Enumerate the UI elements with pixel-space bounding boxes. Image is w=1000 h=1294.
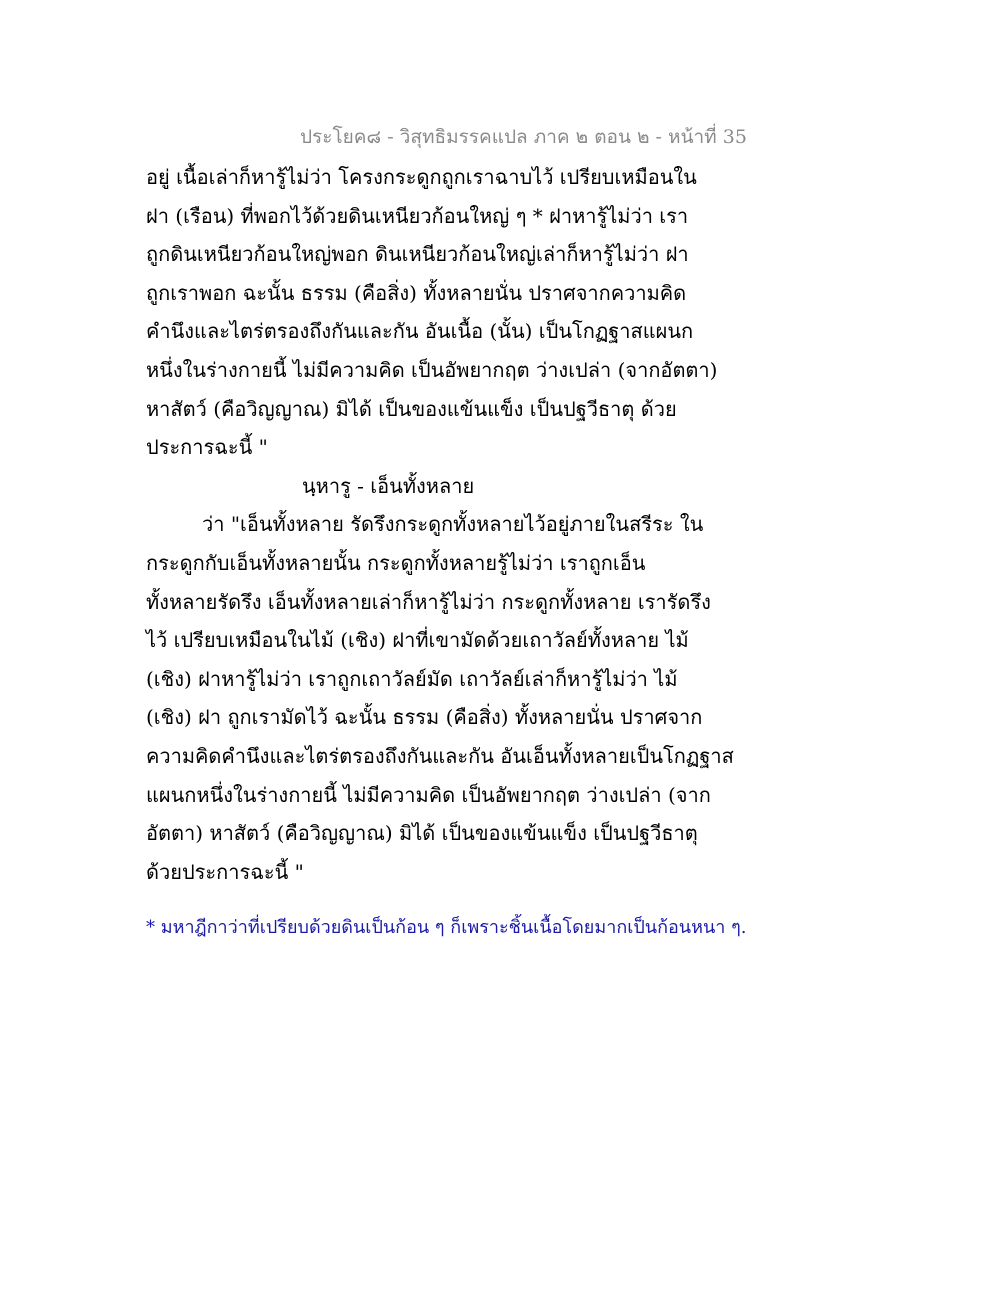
footnote: * มหาฎีกาว่าที่เปรียบด้วยดินเป็นก้อน ๆ ก็เพราะชิ้นเนื้อโดยมากเป็นก้อนหนา ๆ.: [146, 917, 747, 938]
text-line: ประการฉะนี้ ": [146, 435, 268, 460]
text-line: (เชิง) ฝา ถูกเรามัดไว้ ฉะนั้น ธรรม (คือสิ่ง) ทั้งหลายนั่น ปราศจาก: [146, 705, 703, 730]
text-line: แผนกหนึ่งในร่างกายนี้ ไม่มีความคิด เป็นอัพยากฤต ว่างเปล่า (จาก: [146, 782, 711, 807]
running-header: ประโยค๘ - วิสุทธิมรรคแปล ภาค ๒ ตอน ๒ - หน้าที่ 35: [300, 126, 747, 148]
text-line: ถูกเราพอก ฉะนั้น ธรรม (คือสิ่ง) ทั้งหลายนั่น ปราศจากความคิด: [146, 280, 687, 305]
text-line: ทั้งหลายรัดรึง เอ็นทั้งหลายเล่าก็หารู้ไม่ว่า กระดูกทั้งหลาย เรารัดรึง: [146, 589, 711, 614]
section-heading: นฺหารู - เอ็นทั้งหลาย: [302, 473, 475, 498]
text-line: ถูกดินเหนียวก้อนใหญ่พอก ดินเหนียวก้อนใหญ่เล่าก็หารู้ไม่ว่า ฝา: [146, 242, 689, 267]
text-line: อัตตา) หาสัตว์ (คือวิญญาณ) มิได้ เป็นของแข้นแข็ง เป็นปฐวีธาตุ: [146, 821, 698, 846]
body-text: [146, 158, 734, 891]
text-line: ไว้ เปรียบเหมือนในไม้ (เชิง) ฝาที่เขามัดด้วยเถาวัลย์ทั้งหลาย ไม้: [146, 628, 689, 653]
text-line: อยู่ เนื้อเล่าก็หารู้ไม่ว่า โครงกระดูกถูกเราฉาบไว้ เปรียบเหมือนใน: [146, 165, 697, 189]
text-line: (เชิง) ฝาหารู้ไม่ว่า เราถูกเถาวัลย์มัด เถาวัลย์เล่าก็หารู้ไม่ว่า ไม้: [146, 666, 678, 691]
text-line: ความคิดคำนึงและไตร่ตรองถึงกันและกัน อันเอ็นทั้งหลายเป็นโกฏฐาส: [146, 743, 734, 768]
text-line: กระดูกกับเอ็นทั้งหลายนั้น กระดูกทั้งหลายรู้ไม่ว่า เราถูกเอ็น: [146, 550, 646, 575]
text-line: หนึ่งในร่างกายนี้ ไม่มีความคิด เป็นอัพยากฤต ว่างเปล่า (จากอัตตา): [146, 357, 718, 382]
text-line: ฝา (เรือน) ที่พอกไว้ด้วยดินเหนียวก้อนใหญ่ ๆ * ฝาหารู้ไม่ว่า เรา: [146, 203, 689, 228]
text-line: คำนึงและไตร่ตรองถึงกันและกัน อันเนื้อ (นั้น) เป็นโกฏฐาสแผนก: [146, 319, 694, 344]
text-line: หาสัตว์ (คือวิญญาณ) มิได้ เป็นของแข้นแข็ง เป็นปฐวีธาตุ ด้วย: [146, 396, 677, 421]
paragraph-first-line: ว่า "เอ็นทั้งหลาย รัดรึงกระดูกทั้งหลายไว้อยู่ภายในสรีระ ใน: [202, 512, 704, 537]
text-line: ด้วยประการฉะนี้ ": [146, 859, 304, 884]
